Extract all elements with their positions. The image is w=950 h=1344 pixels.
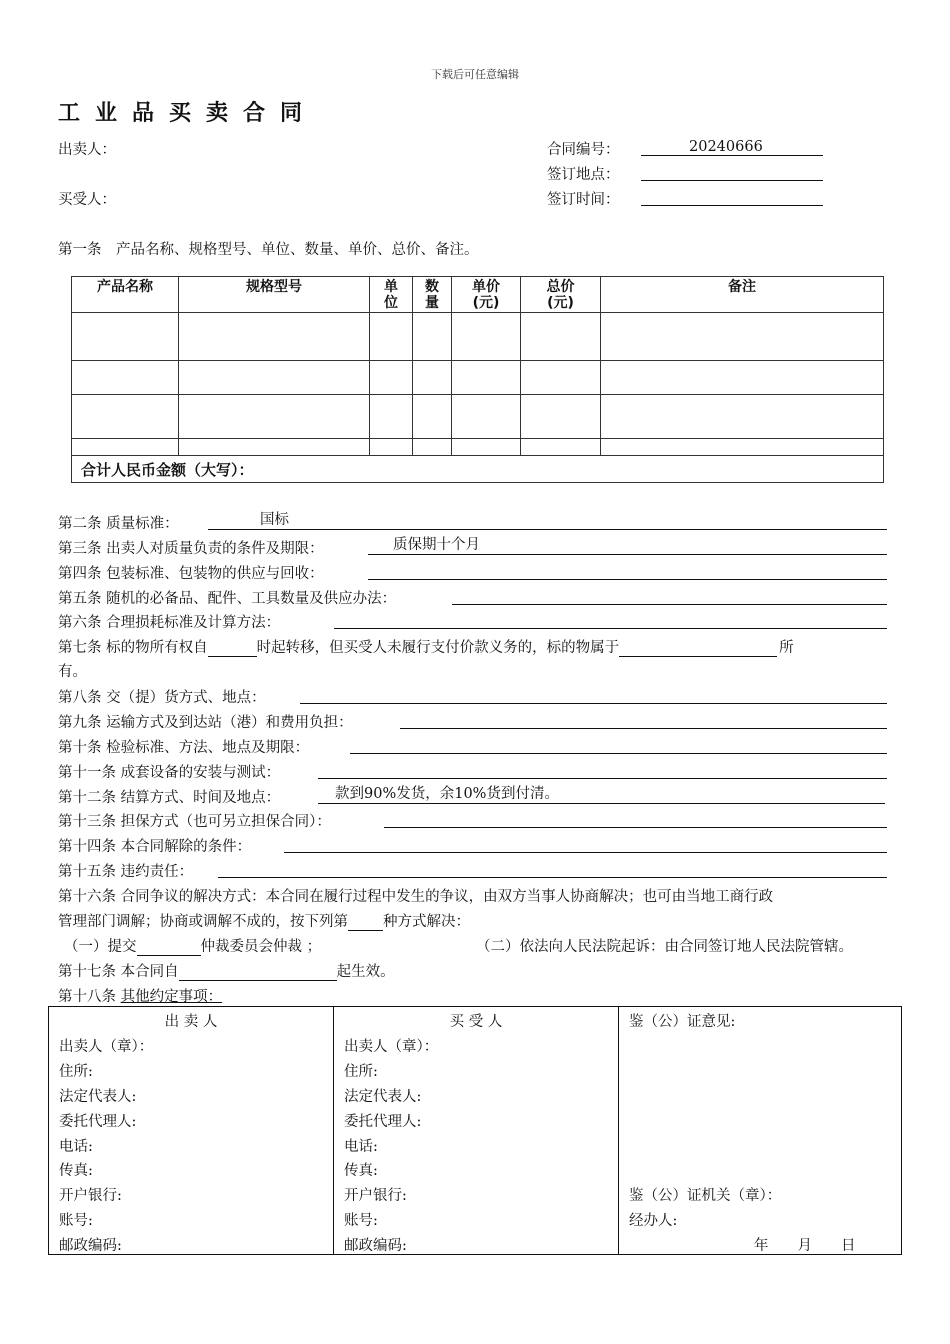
- article-16-option-2: （二）依法向人民法院起诉：由合同签订地人民法院管辖。: [476, 939, 853, 955]
- buyer-field[interactable]: 传真:: [344, 1163, 378, 1179]
- buyer-field[interactable]: 账号:: [344, 1213, 378, 1229]
- article-10-label: 第十条 检验标准、方法、地点及期限：: [58, 740, 310, 756]
- buyer-field[interactable]: 电话:: [344, 1139, 378, 1155]
- article-2-field[interactable]: [208, 512, 887, 530]
- sign-time-label: 签订时间：: [547, 192, 620, 208]
- table-row[interactable]: [72, 395, 884, 439]
- article-7-line2: 有。: [58, 664, 87, 680]
- total-amount-row[interactable]: [72, 456, 884, 483]
- article-18-a: 第十八条: [58, 989, 121, 1005]
- article-1: 第一条 产品名称、规格型号、单位、数量、单价、总价、备注。: [58, 242, 479, 258]
- option-1-a: （一）提交: [64, 939, 137, 955]
- table-row[interactable]: [72, 361, 884, 395]
- article-2-label: 第二条 质量标准：: [58, 516, 179, 532]
- arbitration-blank[interactable]: [137, 939, 201, 956]
- buyer-head: 买 受 人: [449, 1014, 503, 1030]
- article-11-field[interactable]: [318, 761, 887, 779]
- notary-opinion[interactable]: 鉴（公）证意见:: [629, 1014, 736, 1030]
- article-17-b: 起生效。: [336, 964, 395, 980]
- article-12-field[interactable]: [318, 786, 885, 804]
- article-10-field[interactable]: [350, 736, 887, 754]
- buyer-field[interactable]: 出卖人（章）：: [344, 1039, 439, 1055]
- header-note: 下载后可任意编辑: [431, 68, 519, 81]
- seller-field[interactable]: 账号:: [59, 1213, 93, 1229]
- article-5-field[interactable]: [452, 587, 887, 605]
- article-14-field[interactable]: [284, 835, 887, 853]
- article-7-part-b: 时起转移，但买受人未履行支付价款义务的，标的物属于: [256, 640, 620, 656]
- seller-field[interactable]: 住所:: [59, 1064, 93, 1080]
- article-11-label: 第十一条 成套设备的安装与测试：: [58, 765, 281, 781]
- seller-field[interactable]: 开户银行:: [59, 1188, 122, 1204]
- article-13-field[interactable]: [384, 810, 887, 828]
- table-row[interactable]: [72, 439, 884, 456]
- sign-place-field[interactable]: [641, 163, 823, 181]
- article-16-method-blank[interactable]: [348, 914, 383, 931]
- article-7-line1: [58, 636, 794, 657]
- notary-date[interactable]: 年 月 日: [754, 1238, 856, 1254]
- header-product-name: 产品名称: [72, 277, 179, 313]
- contract-no-value: 20240666: [689, 139, 763, 155]
- buyer-field[interactable]: 委托代理人:: [344, 1114, 422, 1130]
- article-17-a: 第十七条 本合同自: [58, 964, 179, 980]
- seller-field[interactable]: 出卖人（章）：: [59, 1039, 154, 1055]
- article-16-option-1: [64, 935, 321, 956]
- product-table-header: [72, 277, 884, 313]
- article-13-label: 第十三条 担保方式（也可另立担保合同）：: [58, 814, 331, 830]
- notary-column: [619, 1007, 902, 1255]
- article-2-value: 国标: [260, 512, 289, 528]
- seller-field[interactable]: 委托代理人:: [59, 1114, 137, 1130]
- article-6-field[interactable]: [334, 611, 887, 629]
- article-9-field[interactable]: [400, 711, 887, 729]
- signature-table: [48, 1006, 902, 1255]
- article-5-label: 第五条 随机的必备品、配件、工具数量及供应办法：: [58, 591, 397, 607]
- article-3-label: 第三条 出卖人对质量负责的条件及期限：: [58, 541, 324, 557]
- total-amount-label: 合计人民币金额（大写）：: [81, 460, 254, 479]
- product-table: [71, 276, 884, 483]
- article-6-label: 第六条 合理损耗标准及计算方法：: [58, 615, 281, 631]
- article-7-part-c: 所: [779, 640, 794, 656]
- header-spec: 规格型号: [179, 277, 370, 313]
- document-title: 工业品买卖合同: [58, 101, 318, 126]
- effective-date-blank[interactable]: [179, 964, 337, 981]
- sign-time-field[interactable]: [641, 188, 823, 206]
- article-7-part-a: 第七条 标的物所有权自: [58, 640, 208, 656]
- buyer-field[interactable]: 住所:: [344, 1064, 378, 1080]
- article-16-line2: [58, 910, 470, 931]
- header-unit: 单 位: [370, 277, 413, 313]
- article-8-label: 第八条 交（提）货方式、地点：: [58, 690, 266, 706]
- article-7-blank-2[interactable]: [619, 640, 777, 657]
- contract-no-field[interactable]: [641, 138, 823, 156]
- seller-column: [49, 1007, 334, 1255]
- notary-handler[interactable]: 经办人:: [629, 1213, 678, 1229]
- article-17: [58, 960, 395, 981]
- header-total-price: 总价 (元): [521, 277, 601, 313]
- buyer-field[interactable]: 法定代表人:: [344, 1089, 422, 1105]
- seller-field[interactable]: 传真:: [59, 1163, 93, 1179]
- buyer-field[interactable]: 开户银行:: [344, 1188, 407, 1204]
- option-1-b: 仲裁委员会仲裁 ；: [200, 939, 322, 955]
- article-9-label: 第九条 运输方式及到达站（港）和费用负担：: [58, 715, 353, 731]
- article-12-label: 第十二条 结算方式、时间及地点：: [58, 790, 281, 806]
- seller-field[interactable]: 邮政编码:: [59, 1238, 122, 1254]
- article-15-field[interactable]: [218, 860, 887, 878]
- notary-org[interactable]: 鉴（公）证机关（章）：: [629, 1188, 782, 1204]
- article-3-value: 质保期十个月: [393, 537, 480, 553]
- seller-field[interactable]: 电话:: [59, 1139, 93, 1155]
- article-12-value: 款到90%发货，余10%货到付清。: [335, 786, 559, 802]
- seller-label: 出卖人：: [58, 142, 116, 158]
- article-4-label: 第四条 包装标准、包装物的供应与回收：: [58, 566, 324, 582]
- contract-no-label: 合同编号：: [547, 142, 620, 158]
- article-16-line1: 第十六条 合同争议的解决方式：本合同在履行过程中发生的争议，由双方当事人协商解决；也可由当地工商行政: [58, 889, 774, 905]
- article-18-b: 其他约定事项：: [120, 989, 223, 1005]
- header-unit-price: 单价 (元): [452, 277, 521, 313]
- header-remarks: 备注: [601, 277, 884, 313]
- header-qty: 数 量: [413, 277, 452, 313]
- buyer-label: 买受人：: [58, 192, 116, 208]
- article-8-field[interactable]: [300, 686, 887, 704]
- article-16-line2-a: 管理部门调解；协商或调解不成的，按下列第: [58, 914, 348, 930]
- article-7-blank-1[interactable]: [208, 640, 257, 657]
- article-18: [58, 985, 222, 1006]
- article-14-label: 第十四条 本合同解除的条件：: [58, 839, 252, 855]
- seller-field[interactable]: 法定代表人:: [59, 1089, 137, 1105]
- article-3-field[interactable]: [368, 537, 887, 555]
- article-4-field[interactable]: [368, 562, 887, 580]
- article-16-line2-b: 种方式解决：: [383, 914, 470, 930]
- buyer-field[interactable]: 邮政编码:: [344, 1238, 407, 1254]
- article-15-label: 第十五条 违约责任：: [58, 864, 194, 880]
- buyer-column: [334, 1007, 619, 1255]
- table-row[interactable]: [72, 313, 884, 361]
- seller-head: 出 卖 人: [164, 1014, 218, 1030]
- sign-place-label: 签订地点：: [547, 167, 620, 183]
